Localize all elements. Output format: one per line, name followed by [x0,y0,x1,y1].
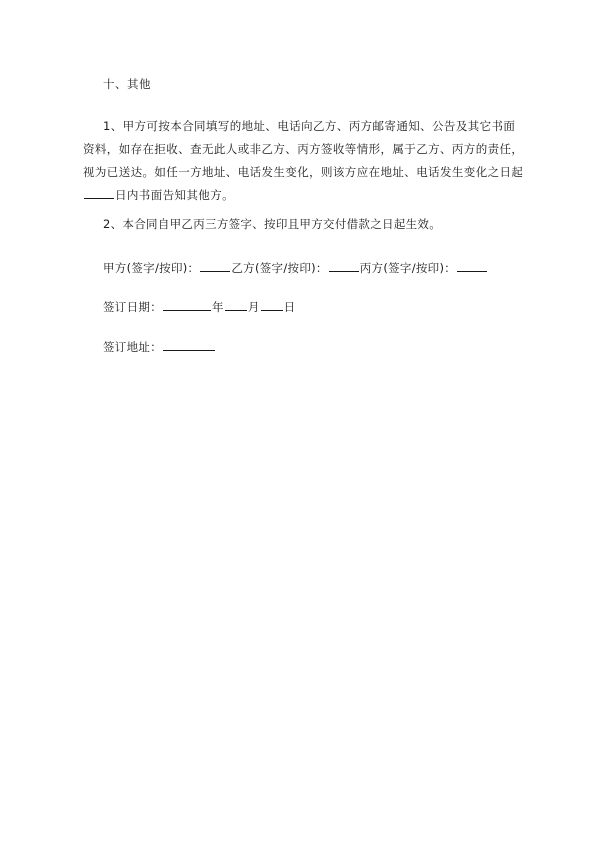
party-c-label: 丙方(签字/按印)： [359,261,457,275]
year-label: 年 [212,300,224,314]
sign-place-label: 签订地址： [103,340,162,354]
month-label: 月 [247,300,260,314]
clause-2: 2、本合同自甲乙丙三方签字、按印且甲方交付借款之日起生效。 [103,217,442,231]
clause-1-line-4-text: 日内书面告知其他方。 [115,188,234,202]
clause-1-line-1: 1、甲方可按本合同填写的地址、电话向乙方、丙方邮寄通知、公告及其它书面 [103,119,516,133]
clause-1 [83,115,524,207]
party-a-blank [200,259,230,272]
year-blank [163,298,211,311]
day-blank [261,298,283,311]
clause-1-line-4 [83,184,513,207]
party-c-blank [457,259,487,272]
day-label: 日 [283,300,296,314]
sign-date-line [103,298,295,315]
party-b-blank [329,259,359,272]
party-b-label: 乙方(签字/按印)： [231,261,328,275]
place-blank [163,338,215,351]
clause-1-line-3: 视为已送达。如任一方地址、电话发生变化，则该方应在地址、电话发生变化之日起 [83,165,524,179]
sign-place-line [103,338,216,355]
section-heading: 十、其他 [103,77,151,91]
clause-1-line-2: 资料，如存在拒收、查无此人或非乙方、丙方签收等情形，属于乙方、丙方的责任， [83,142,524,156]
month-blank [225,298,247,311]
sign-date-label: 签订日期： [103,300,162,314]
days-blank [84,186,114,199]
party-a-label: 甲方(签字/按印)： [103,261,200,275]
signature-line [103,259,488,276]
